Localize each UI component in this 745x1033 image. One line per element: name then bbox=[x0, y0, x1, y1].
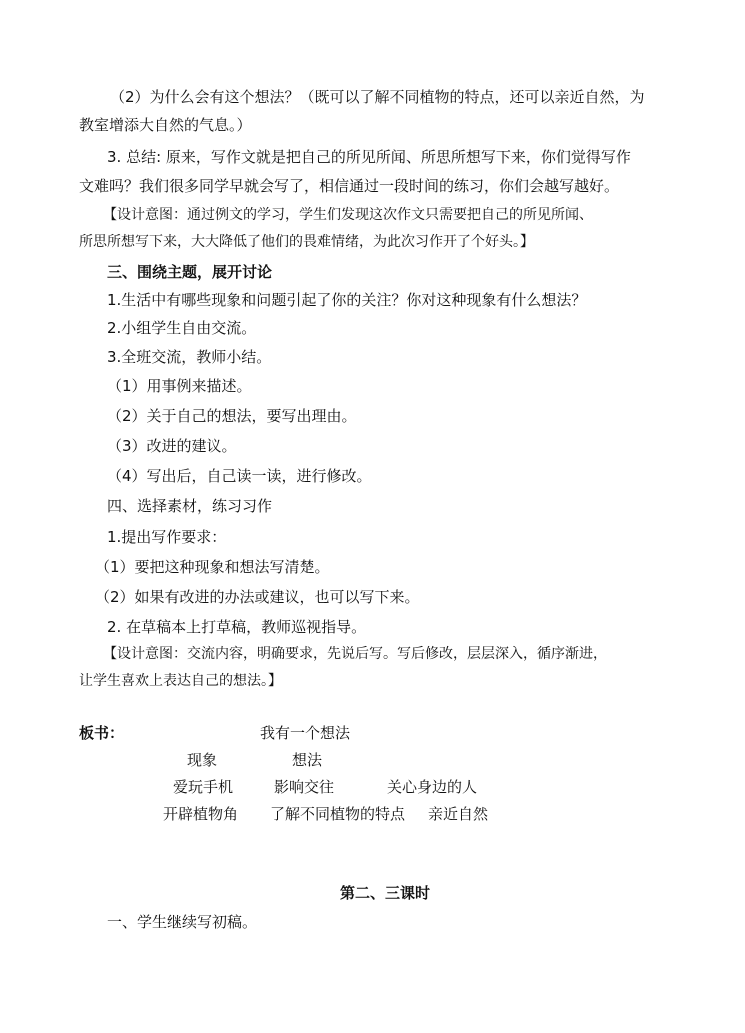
board-cell: 了解不同植物的特点 bbox=[270, 805, 406, 823]
paragraph-line: 文难吗？我们很多同学早就会写了，相信通过一段时间的练习，你们会越写越好。 bbox=[79, 177, 620, 195]
paragraph-line: （1）要把这种现象和想法写清楚。 bbox=[95, 558, 330, 576]
paragraph-line: （2）为什么会有这个想法？（既可以了解不同植物的特点，还可以亲近自然，为 bbox=[110, 88, 645, 106]
board-column-idea: 想法 bbox=[292, 751, 323, 769]
board-column-phenomenon: 现象 bbox=[187, 751, 218, 769]
paragraph-line: 3. 总结: 原来，写作文就是把自己的所见所闻、所思所想写下来，你们觉得写作 bbox=[107, 148, 631, 166]
design-intent-note: 让学生喜欢上表达自己的想法。】 bbox=[79, 673, 282, 689]
section-heading: 四、选择素材，练习习作 bbox=[107, 497, 273, 515]
paragraph-line: 1.提出写作要求： bbox=[107, 528, 227, 546]
paragraph-line: （1）用事例来描述。 bbox=[107, 377, 252, 395]
board-label: 板书： bbox=[79, 724, 125, 742]
paragraph-line: （4）写出后，自己读一读，进行修改。 bbox=[107, 467, 372, 485]
paragraph-line: 2.小组学生自由交流。 bbox=[107, 319, 257, 337]
paragraph-line: （3）改进的建议。 bbox=[107, 437, 237, 455]
paragraph-line: 3.全班交流，教师小结。 bbox=[107, 348, 272, 366]
paragraph-line: 2. 在草稿本上打草稿，教师巡视指导。 bbox=[107, 618, 367, 636]
board-cell: 关心身边的人 bbox=[387, 778, 478, 796]
paragraph-line: 1.生活中有哪些现象和问题引起了你的关注？你对这种现象有什么想法？ bbox=[107, 291, 587, 309]
design-intent-note: 【设计意图：交流内容，明确要求，先说后写。写后修改，层层深入，循序渐进， bbox=[103, 646, 607, 662]
section-heading: 三、围绕主题，展开讨论 bbox=[107, 263, 273, 281]
board-cell: 亲近自然 bbox=[428, 805, 489, 823]
design-intent-note: 【设计意图：通过例文的学习，学生们发现这次作文只需要把自己的所见所闻、 bbox=[103, 207, 593, 223]
board-title: 我有一个想法 bbox=[260, 724, 351, 742]
board-cell: 爱玩手机 bbox=[173, 778, 234, 796]
paragraph-line: 一、学生继续写初稿。 bbox=[107, 913, 258, 931]
board-cell: 开辟植物角 bbox=[163, 805, 239, 823]
lesson-heading: 第二、三课时 bbox=[340, 884, 431, 902]
paragraph-line: （2）如果有改进的办法或建议，也可以写下来。 bbox=[95, 588, 420, 606]
design-intent-note: 所思所想写下来，大大降低了他们的畏难情绪，为此次习作开了个好头。】 bbox=[79, 234, 534, 250]
board-cell: 影响交往 bbox=[274, 778, 335, 796]
paragraph-line: （2）关于自己的想法，要写出理由。 bbox=[107, 407, 357, 425]
paragraph-line: 教室增添大自然的气息。） bbox=[79, 116, 252, 134]
